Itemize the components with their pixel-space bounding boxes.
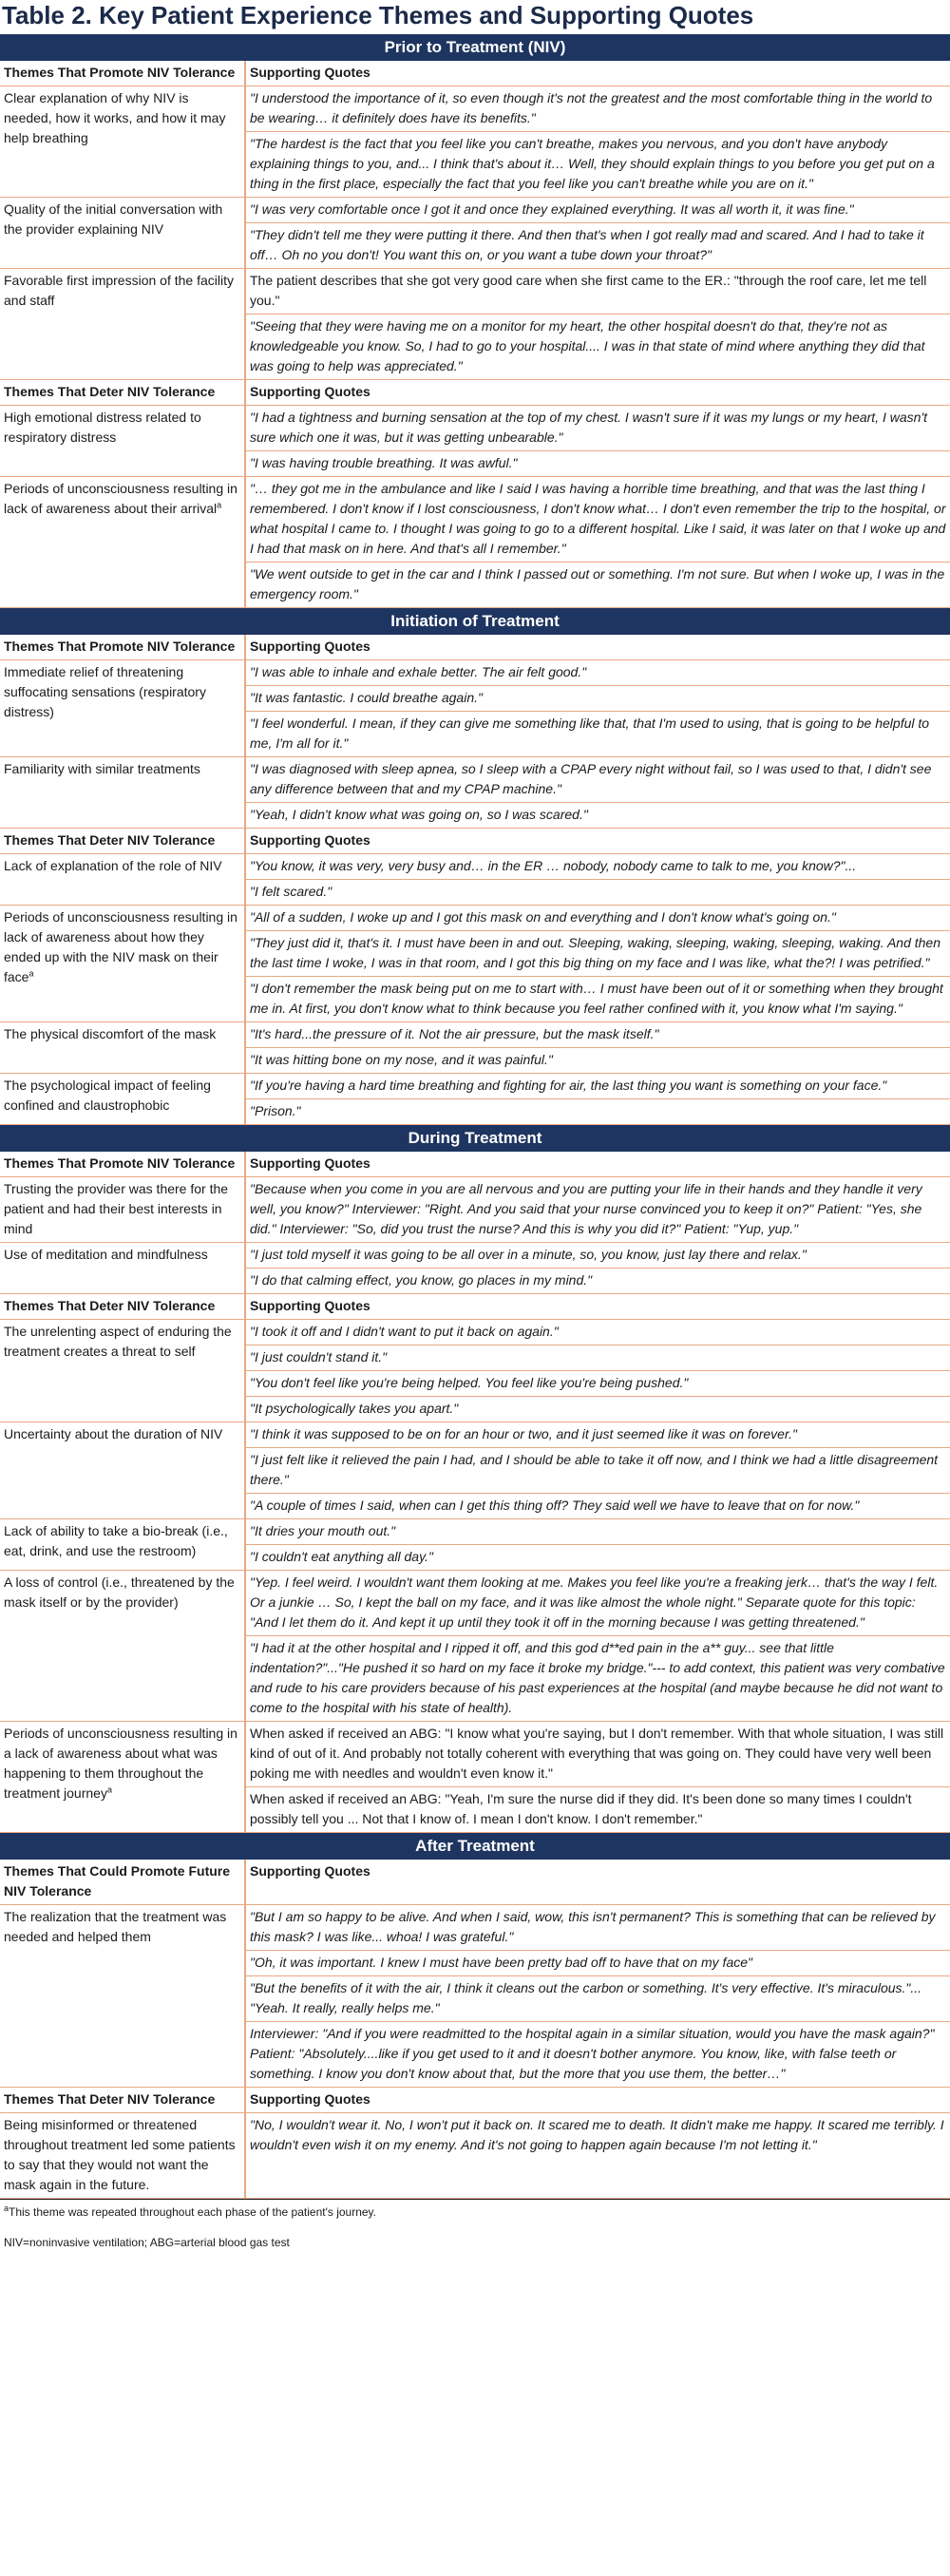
phase-title: After Treatment <box>0 1833 950 1860</box>
themes-table <box>0 34 950 2199</box>
quote-cell: "All of a sudden, I woke up and I got this mask on and everything and I don't know what's going on." <box>245 906 950 931</box>
theme-cell <box>0 86 245 198</box>
quote-cell: "Yep. I feel weird. I wouldn't want them looking at me. Makes you feel like you're a freaking jerk… that's the way I felt. Or a junkie … So, I kept the ball on my face, and it was like almost the whole night." Separate quote for this topic: "And I let them do it. And kept it up until they took it off in the morning because I was getting threatened." <box>245 1571 950 1636</box>
quotes-column-header: Supporting Quotes <box>245 829 950 854</box>
quote-cell: "It dries your mouth out." <box>245 1519 950 1545</box>
phase-row <box>0 1833 950 1860</box>
phase-title: During Treatment <box>0 1125 950 1153</box>
group-header-row <box>0 1860 950 1905</box>
group-header-row <box>0 829 950 854</box>
theme-cell <box>0 198 245 269</box>
theme-text: Periods of unconsciousness resulting in a lack of awareness about what was happening to them throughout the treatment journey <box>4 1726 238 1801</box>
quote-cell: "You don't feel like you're being helped. You feel like you're being pushed." <box>245 1371 950 1397</box>
quotes-column-header: Supporting Quotes <box>245 2088 950 2113</box>
theme-cell <box>0 2113 245 2199</box>
quote-cell: "It psychologically takes you apart." <box>245 1397 950 1422</box>
table-row <box>0 269 950 315</box>
footnote-a <box>0 2200 950 2221</box>
theme-cell <box>0 1320 245 1422</box>
theme-column-header: Themes That Deter NIV Tolerance <box>0 2088 245 2113</box>
quote-cell: "You know, it was very, very busy and… in the ER … nobody, nobody came to talk to me, you know?"... <box>245 854 950 880</box>
quote-cell: "If you're having a hard time breathing and fighting for air, the last thing you want is something on your face." <box>245 1074 950 1099</box>
theme-column-header: Themes That Promote NIV Tolerance <box>0 635 245 660</box>
table-row <box>0 854 950 880</box>
group-header-row <box>0 61 950 86</box>
table-row <box>0 906 950 931</box>
group-header-row <box>0 2088 950 2113</box>
quote-cell: "I don't remember the mask being put on me to start with… I must have been out of it or something when they brought me in. At first, you don't know what to think because you feel rather confined with it, you know what I'm saying." <box>245 977 950 1022</box>
theme-cell <box>0 906 245 1022</box>
quote-cell: "Oh, it was important. I knew I must have been pretty bad off to have that on my face" <box>245 1951 950 1976</box>
quote-cell: "It was hitting bone on my nose, and it was painful." <box>245 1048 950 1074</box>
quote-cell: "I had a tightness and burning sensation at the top of my chest. I wasn't sure if it was my lungs or my heart, I wasn't sure which one it was, but it was getting unbearable." <box>245 406 950 451</box>
table-row <box>0 1320 950 1345</box>
table-row <box>0 757 950 803</box>
quote-cell: "I just couldn't stand it." <box>245 1345 950 1371</box>
theme-cell <box>0 1519 245 1571</box>
quote-cell: "I feel wonderful. I mean, if they can give me something like that, that I'm used to using, that is going to be helpful to me, I'm all for it." <box>245 712 950 757</box>
quote-cell: "It was fantastic. I could breathe again." <box>245 686 950 712</box>
table-row <box>0 1519 950 1545</box>
theme-text: Uncertainty about the duration of NIV <box>4 1426 223 1441</box>
phase-row <box>0 608 950 636</box>
group-header-row <box>0 380 950 406</box>
theme-text: The physical discomfort of the mask <box>4 1026 217 1041</box>
quote-cell: "No, I wouldn't wear it. No, I won't put it back on. It scared me to death. It didn't make me happy. It scared me terribly. I wouldn't even wish it on my enemy. And it's not going to happen again because I'm not letting it." <box>245 2113 950 2199</box>
theme-cell <box>0 660 245 757</box>
quote-cell: "I think it was supposed to be on for an hour or two, and it just seemed like it was on forever." <box>245 1422 950 1448</box>
theme-cell <box>0 1022 245 1074</box>
theme-text: Lack of ability to take a bio-break (i.e., eat, drink, and use the restroom) <box>4 1523 228 1558</box>
quote-cell: "I had it at the other hospital and I ripped it off, and this god d**ed pain in the a** guy... see that little indentation?"..."He pushed it so hard on my face it broke my bridge."--- to add context, this patient was very combative and rude to his care providers because of his past experiences at the hospital (and maybe because he did not want to come to the hospital with his state of health). <box>245 1636 950 1722</box>
theme-text: Lack of explanation of the role of NIV <box>4 858 222 873</box>
quote-cell: "Because when you come in you are all nervous and you are putting your life in their hands and they handle it very well, you know?" Interviewer: "Right. And you said that your nurse convinced you to keep it on?" Patient: "Yes, she did." Interviewer: "So, did you trust the nurse? And this is why you did it?" Patient: "Yup, yup." <box>245 1177 950 1243</box>
table-row <box>0 406 950 451</box>
quote-cell: "I felt scared." <box>245 880 950 906</box>
quotes-column-header: Supporting Quotes <box>245 61 950 86</box>
quote-cell: "They didn't tell me they were putting it there. And then that's when I got really mad and scared. And I had to take it off… Oh no you don't! You want this on, or you want a tube down your throat?" <box>245 223 950 269</box>
quote-cell: "The hardest is the fact that you feel like you can't breathe, makes you nervous, and you don't have anybody explaining things to you, and... I think that's about it… Well, they should explain things to you before you get put on a thing in the first place, especially the fact that you feel like you can't breathe while you are on it." <box>245 132 950 198</box>
quote-cell: "I understood the importance of it, so even though it's not the greatest and the most comfortable thing in the world to be wearing… it definitely does have its benefits." <box>245 86 950 132</box>
theme-column-header: Themes That Deter NIV Tolerance <box>0 1294 245 1320</box>
group-header-row <box>0 1152 950 1177</box>
quote-cell: "I was able to inhale and exhale better. The air felt good." <box>245 660 950 686</box>
quotes-column-header: Supporting Quotes <box>245 1860 950 1905</box>
theme-text: The realization that the treatment was needed and helped them <box>4 1909 227 1944</box>
quote-cell: "I just felt like it relieved the pain I had, and I should be able to take it off now, and I think we had a little disagreement there." <box>245 1448 950 1494</box>
theme-text: A loss of control (i.e., threatened by the mask itself or by the provider) <box>4 1574 235 1610</box>
theme-cell <box>0 406 245 477</box>
theme-cell <box>0 854 245 906</box>
quote-cell: "I took it off and I didn't want to put it back on again." <box>245 1320 950 1345</box>
footnote-a-text: This theme was repeated throughout each phase of the patient's journey. <box>9 2205 376 2219</box>
theme-text: Use of meditation and mindfulness <box>4 1247 208 1262</box>
group-header-row <box>0 1294 950 1320</box>
quote-cell: "I was very comfortable once I got it and once they explained everything. It was all worth it, it was fine." <box>245 198 950 223</box>
theme-text: The unrelenting aspect of enduring the treatment creates a threat to self <box>4 1324 232 1359</box>
theme-text: The psychological impact of feeling confined and claustrophobic <box>4 1078 211 1113</box>
table-row <box>0 198 950 223</box>
theme-cell <box>0 1905 245 2088</box>
theme-footnote-marker: a <box>106 1784 112 1795</box>
quote-cell: The patient describes that she got very good care when she first came to the ER.: "through the roof care, let me tell you." <box>245 269 950 315</box>
quote-cell: "I couldn't eat anything all day." <box>245 1545 950 1571</box>
theme-text: Familiarity with similar treatments <box>4 761 200 776</box>
theme-cell <box>0 757 245 829</box>
theme-cell <box>0 1074 245 1125</box>
quote-cell: "Prison." <box>245 1099 950 1125</box>
table-row <box>0 1074 950 1099</box>
quote-cell: "Seeing that they were having me on a monitor for my heart, the other hospital doesn't do that, they're not as knowledgeable you know. So, I had to go to your hospital.... I was in that state of mind where anything they did that was going to help was appreciated." <box>245 315 950 380</box>
theme-cell <box>0 477 245 608</box>
quote-cell: Interviewer: "And if you were readmitted to the hospital again in a similar situation, would you have the mask again?" Patient: "Absolutely....like if you get used to it and it doesn't bother anymore. You know, like, with false teeth or something. I know you don't know about that, but the more that you use them, the better…" <box>245 2022 950 2088</box>
quotes-column-header: Supporting Quotes <box>245 635 950 660</box>
theme-column-header: Themes That Promote NIV Tolerance <box>0 61 245 86</box>
theme-text: Favorable first impression of the facility and staff <box>4 273 234 308</box>
table-row <box>0 1422 950 1448</box>
quote-cell: When asked if received an ABG: "Yeah, I'm sure the nurse did if they did. It's been done so many times I couldn't possibly tell you ... Not that I know of. I mean I don't know. I don't remember." <box>245 1787 950 1833</box>
table-row <box>0 1022 950 1048</box>
table-title: Table 2. Key Patient Experience Themes and Supporting Quotes <box>2 1 754 29</box>
quotes-column-header: Supporting Quotes <box>245 380 950 406</box>
theme-column-header: Themes That Promote NIV Tolerance <box>0 1152 245 1177</box>
quote-cell: "A couple of times I said, when can I get this thing off? They said well we have to leave that on for now." <box>245 1494 950 1519</box>
theme-text: Quality of the initial conversation with the provider explaining NIV <box>4 201 223 237</box>
theme-text: Trusting the provider was there for the patient and had their best interests in mind <box>4 1181 229 1236</box>
quote-cell: "I do that calming effect, you know, go places in my mind." <box>245 1269 950 1294</box>
theme-text: Immediate relief of threatening suffocating sensations (respiratory distress) <box>4 664 206 719</box>
quote-cell: "I just told myself it was going to be all over in a minute, so, you know, just lay there and relax." <box>245 1243 950 1269</box>
quote-cell: "I was having trouble breathing. It was awful." <box>245 451 950 477</box>
theme-text: High emotional distress related to respiratory distress <box>4 410 201 445</box>
quotes-column-header: Supporting Quotes <box>245 1152 950 1177</box>
theme-column-header: Themes That Could Promote Future NIV Tolerance <box>0 1860 245 1905</box>
quotes-column-header: Supporting Quotes <box>245 1294 950 1320</box>
table-row <box>0 660 950 686</box>
phase-row <box>0 1125 950 1153</box>
table-row <box>0 1571 950 1636</box>
table-row <box>0 1722 950 1787</box>
table-row <box>0 2113 950 2199</box>
quote-cell: "I was diagnosed with sleep apnea, so I sleep with a CPAP every night without fail, so I was used to that, I didn't see any difference between that and my CPAP machine." <box>245 757 950 803</box>
phase-title: Prior to Treatment (NIV) <box>0 34 950 61</box>
table-row <box>0 1905 950 1951</box>
theme-cell <box>0 1722 245 1833</box>
quote-cell: "They just did it, that's it. I must have been in and out. Sleeping, waking, sleeping, waking, sleeping, waking. And then the last time I woke, I was in that room, and I got this big thing on my face and I was like, what the?! I was petrified." <box>245 931 950 977</box>
quote-cell: "It's hard...the pressure of it. Not the air pressure, but the mask itself." <box>245 1022 950 1048</box>
table-row <box>0 477 950 563</box>
theme-text: Clear explanation of why NIV is needed, how it works, and how it may help breathing <box>4 90 226 145</box>
theme-cell <box>0 1571 245 1722</box>
theme-footnote-marker: a <box>217 500 222 510</box>
quote-cell: "… they got me in the ambulance and like I said I was having a horrible time breathing, and that was the last thing I remembered. I don't know if I lost consciousness, I don't know what… I don't even remember the trip to the hospital, or what hospital I came to. I thought I was going to go to a different hospital. Like I said, it was later on that I woke up and I had that mask on in here. And that's all I remember." <box>245 477 950 563</box>
quote-cell: When asked if received an ABG: "I know what you're saying, but I don't remember. With that whole situation, I was still kind of out of it. And probably not totally coherent with everything that was going on. They could have very well been poking me with needles and wouldn't even know it." <box>245 1722 950 1787</box>
table-row <box>0 1177 950 1243</box>
theme-cell <box>0 1177 245 1243</box>
quote-cell: "But the benefits of it with the air, I think it cleans out the carbon or something. It's very effective. It's miraculous."... "Yeah. It really, really helps me." <box>245 1976 950 2022</box>
footnote-marker: a <box>4 2204 10 2213</box>
theme-cell <box>0 269 245 380</box>
theme-text: Periods of unconsciousness resulting in lack of awareness about their arrival <box>4 481 238 516</box>
group-header-row <box>0 635 950 660</box>
quote-cell: "Yeah, I didn't know what was going on, so I was scared." <box>245 803 950 829</box>
theme-text: Being misinformed or threatened throughout treatment led some patients to say that they would not want the mask again in the future. <box>4 2117 236 2192</box>
quote-cell: "But I am so happy to be alive. And when I said, wow, this isn't permanent? This is something that can be relieved by this mask? I was like... whoa! I was grateful." <box>245 1905 950 1951</box>
theme-cell <box>0 1243 245 1294</box>
phase-row <box>0 34 950 61</box>
table-row <box>0 1243 950 1269</box>
theme-column-header: Themes That Deter NIV Tolerance <box>0 380 245 406</box>
theme-text: Periods of unconsciousness resulting in lack of awareness about how they ended up with the NIV mask on their face <box>4 909 238 984</box>
table-row <box>0 86 950 132</box>
phase-title: Initiation of Treatment <box>0 608 950 636</box>
quote-cell: "We went outside to get in the car and I think I passed out or something. I'm not sure. But when I woke up, I was in the emergency room." <box>245 563 950 608</box>
theme-column-header: Themes That Deter NIV Tolerance <box>0 829 245 854</box>
theme-footnote-marker: a <box>28 968 34 979</box>
theme-cell <box>0 1422 245 1519</box>
footnote-abbrev: NIV=noninvasive ventilation; ABG=arterial blood gas test <box>4 2236 290 2249</box>
